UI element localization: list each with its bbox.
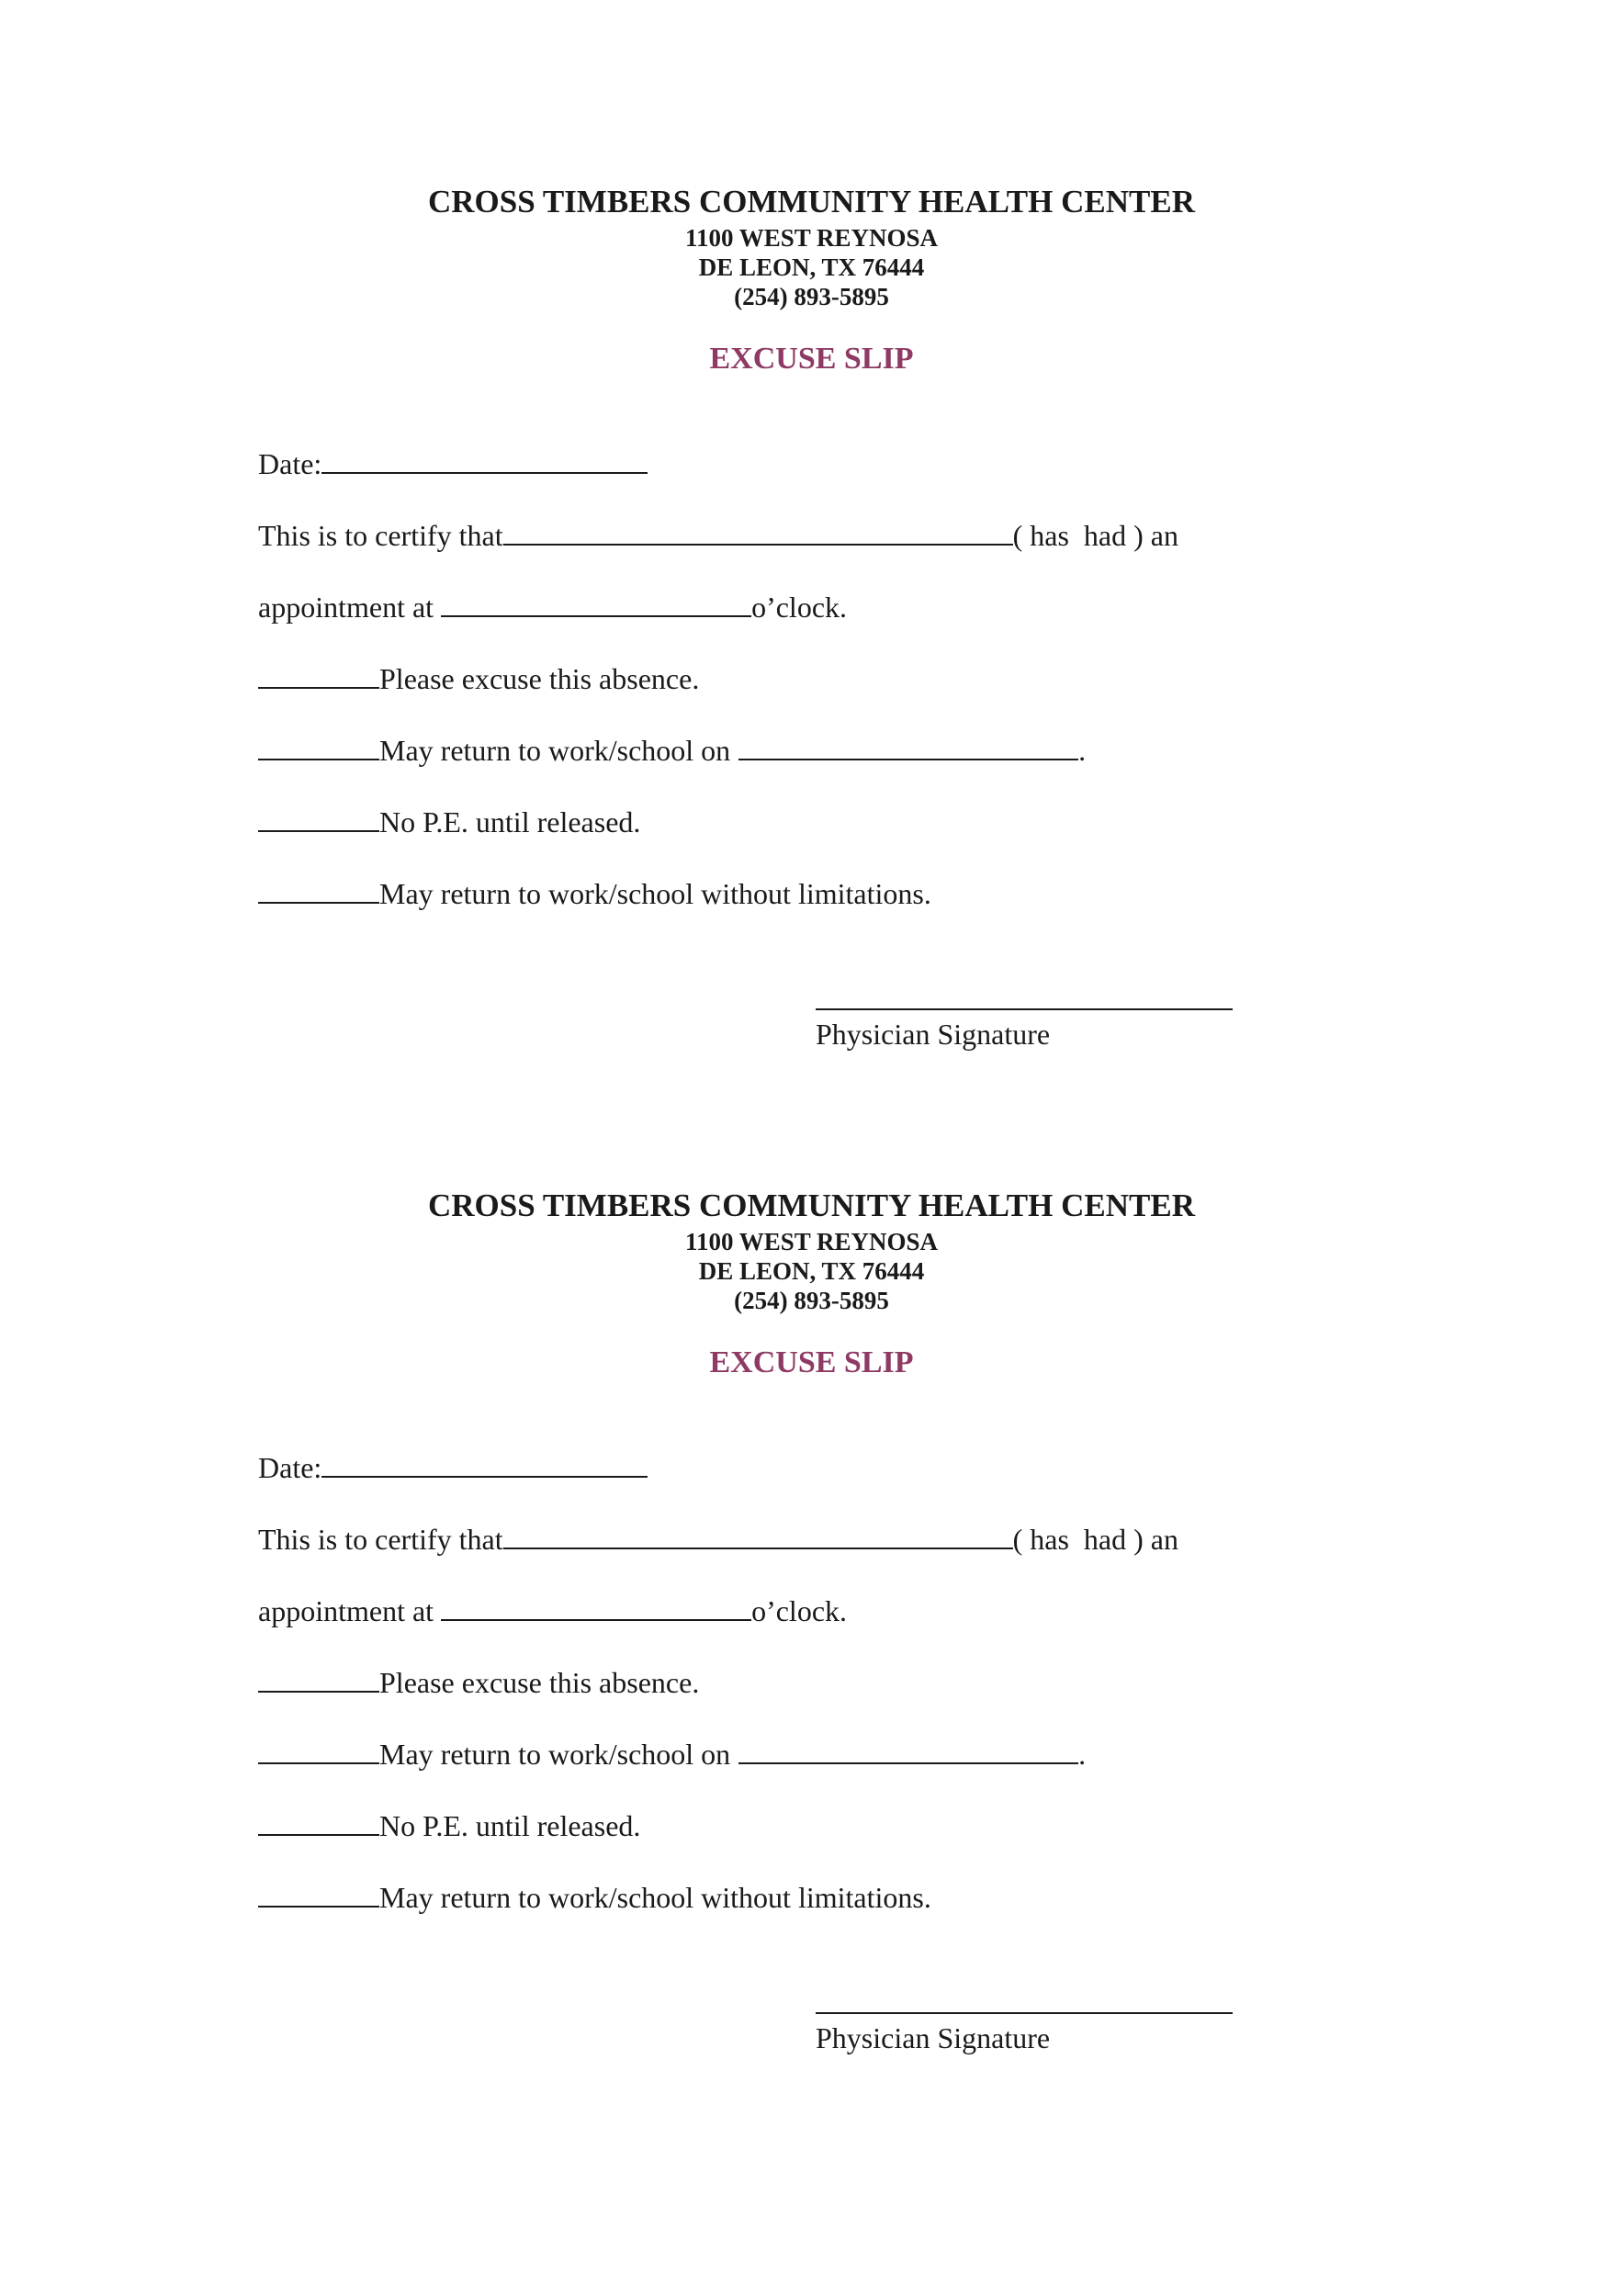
date-row bbox=[258, 446, 648, 480]
certify-row bbox=[258, 518, 1178, 552]
signature-field[interactable] bbox=[816, 2012, 1233, 2014]
appointment-row bbox=[258, 1593, 847, 1627]
checklist-label: May return to work/school on bbox=[379, 734, 731, 767]
checklist-label: No P.E. until released. bbox=[379, 1809, 641, 1842]
phone-number: (254) 893-5895 bbox=[734, 283, 889, 310]
checklist-label: Please excuse this absence. bbox=[379, 1666, 700, 1699]
certify-suffix: ( has had ) an bbox=[1012, 519, 1178, 552]
excuse-slip-top bbox=[0, 0, 1623, 1051]
appointment-time-field[interactable] bbox=[441, 590, 751, 617]
date-field[interactable] bbox=[321, 446, 648, 474]
checklist-item-no-pe bbox=[258, 805, 640, 838]
check-field-excuse[interactable] bbox=[258, 661, 379, 689]
checklist-item-no-limitations bbox=[258, 876, 931, 910]
check-field-return-on[interactable] bbox=[258, 1737, 379, 1764]
check-field-no-pe[interactable] bbox=[258, 805, 379, 832]
checklist-item-no-limitations bbox=[258, 1880, 931, 1914]
checklist-label: May return to work/school without limitations. bbox=[379, 1881, 931, 1914]
organization-name: CROSS TIMBERS COMMUNITY HEALTH CENTER bbox=[428, 1187, 1195, 1223]
checklist-label: No P.E. until released. bbox=[379, 805, 641, 838]
checklist-item-no-pe bbox=[258, 1808, 640, 1842]
check-field-no-limitations[interactable] bbox=[258, 876, 379, 904]
address-city: DE LEON, TX 76444 bbox=[698, 253, 925, 281]
checklist-label: May return to work/school without limitations. bbox=[379, 877, 931, 910]
check-field-no-pe[interactable] bbox=[258, 1808, 379, 1836]
return-on-period: . bbox=[1078, 1738, 1087, 1771]
appointment-suffix: o’clock. bbox=[751, 1594, 848, 1627]
checklist-label: Please excuse this absence. bbox=[379, 662, 700, 695]
appointment-row bbox=[258, 590, 847, 624]
excuse-slip-bottom bbox=[0, 1004, 1623, 2054]
date-row bbox=[258, 1450, 648, 1484]
patient-name-field[interactable] bbox=[503, 1522, 1013, 1549]
return-date-field[interactable] bbox=[738, 733, 1078, 760]
check-field-return-on[interactable] bbox=[258, 733, 379, 760]
address-street: 1100 WEST REYNOSA bbox=[684, 1228, 939, 1255]
return-date-field[interactable] bbox=[738, 1737, 1078, 1764]
certify-prefix: This is to certify that bbox=[258, 519, 503, 552]
checklist-item-return-on bbox=[258, 1737, 1086, 1771]
certify-prefix: This is to certify that bbox=[258, 1523, 503, 1556]
slip-title: EXCUSE SLIP bbox=[709, 1345, 914, 1379]
patient-name-field[interactable] bbox=[503, 518, 1013, 546]
check-field-excuse[interactable] bbox=[258, 1665, 379, 1693]
signature-label: Physician Signature bbox=[816, 1018, 1051, 1051]
checklist-item-excuse bbox=[258, 661, 699, 695]
date-label: Date: bbox=[258, 1451, 322, 1484]
slip-title: EXCUSE SLIP bbox=[709, 342, 914, 376]
date-label: Date: bbox=[258, 447, 322, 480]
address-street: 1100 WEST REYNOSA bbox=[684, 224, 939, 252]
address-city: DE LEON, TX 76444 bbox=[698, 1257, 925, 1285]
checklist-label: May return to work/school on bbox=[379, 1738, 731, 1771]
phone-number: (254) 893-5895 bbox=[734, 1287, 889, 1314]
return-on-period: . bbox=[1078, 734, 1087, 767]
certify-suffix: ( has had ) an bbox=[1012, 1523, 1178, 1556]
signature-label: Physician Signature bbox=[816, 2021, 1051, 2054]
checklist-item-return-on bbox=[258, 733, 1086, 767]
appointment-time-field[interactable] bbox=[441, 1593, 751, 1621]
appointment-prefix: appointment at bbox=[258, 1594, 434, 1627]
organization-name: CROSS TIMBERS COMMUNITY HEALTH CENTER bbox=[428, 184, 1195, 219]
appointment-prefix: appointment at bbox=[258, 591, 434, 624]
date-field[interactable] bbox=[321, 1450, 648, 1478]
appointment-suffix: o’clock. bbox=[751, 591, 848, 624]
checklist-item-excuse bbox=[258, 1665, 699, 1699]
check-field-no-limitations[interactable] bbox=[258, 1880, 379, 1908]
certify-row bbox=[258, 1522, 1178, 1556]
